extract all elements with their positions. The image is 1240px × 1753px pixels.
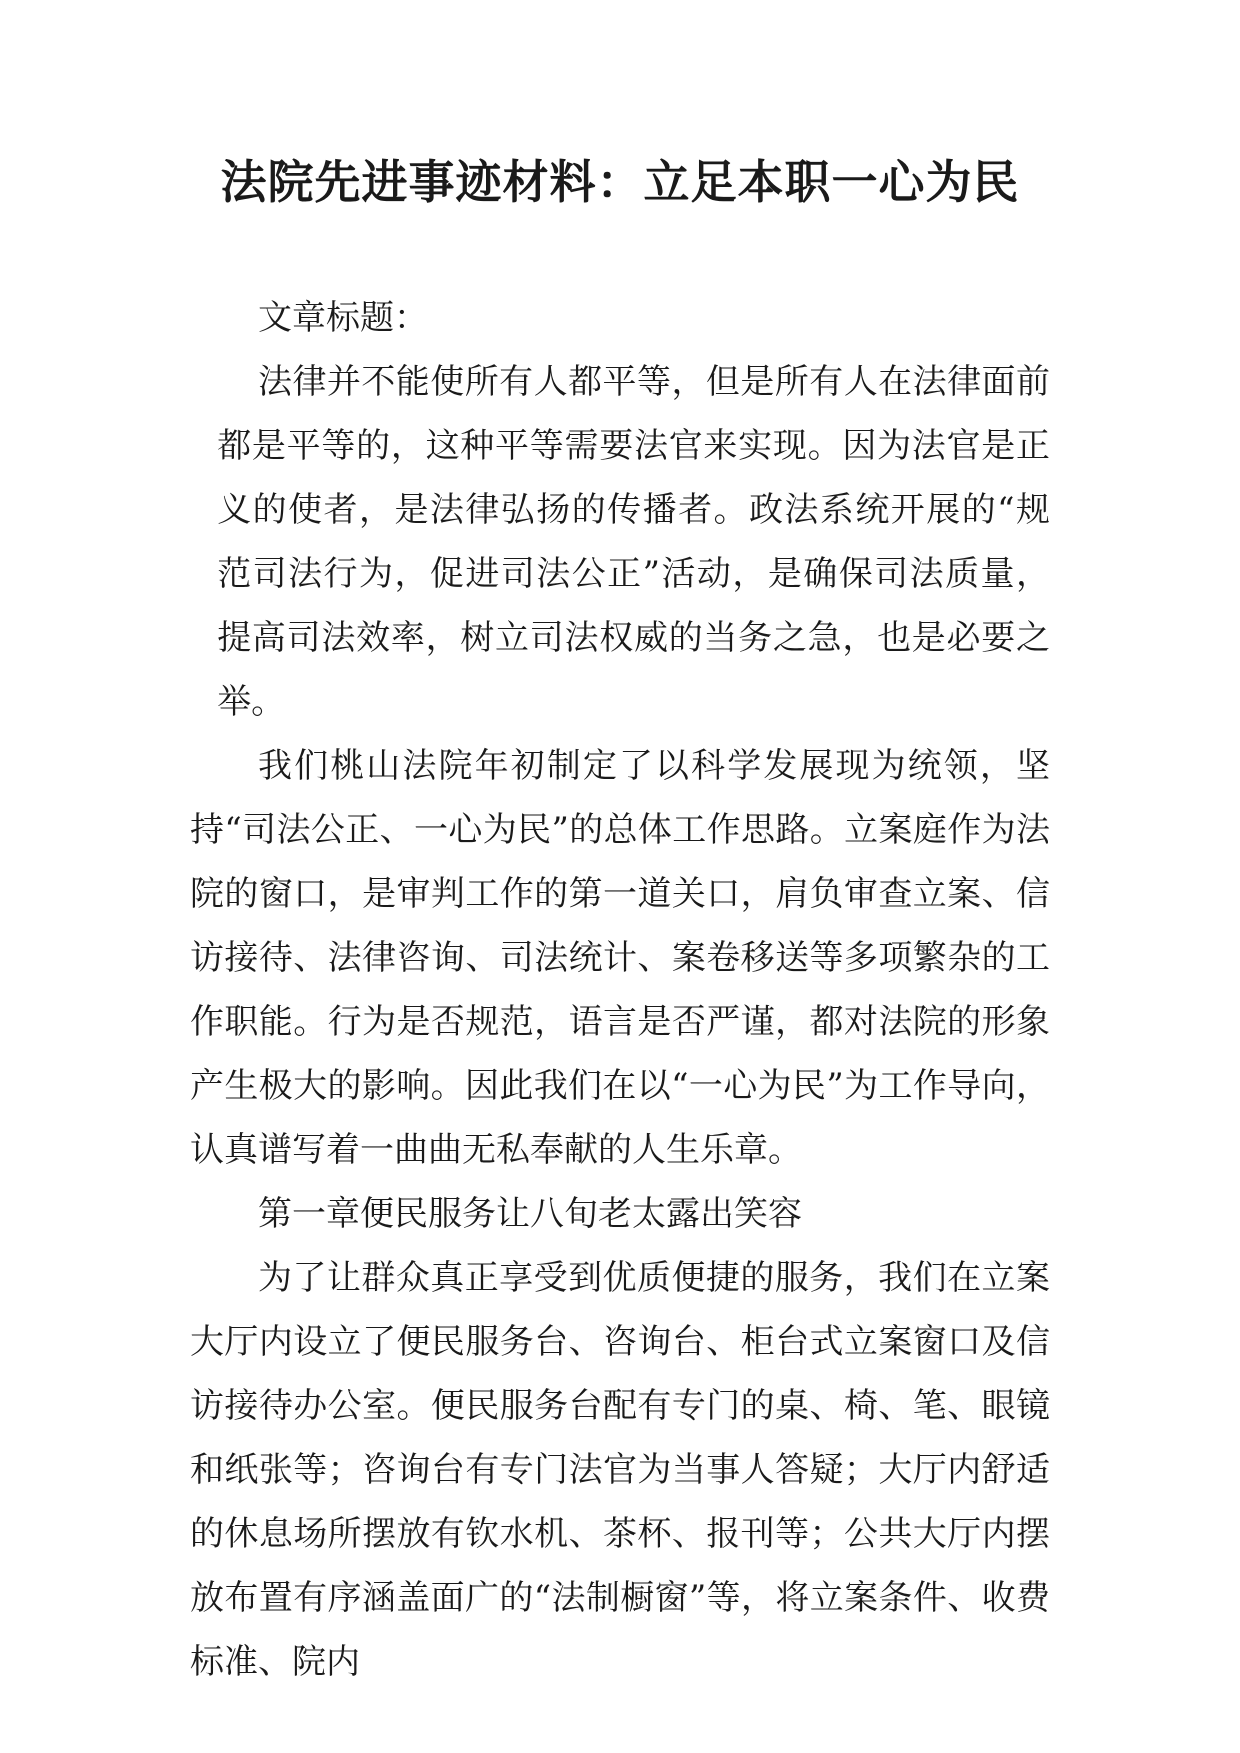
document-body <box>190 286 1050 1694</box>
paragraph: 我们桃山法院年初制定了以科学发展现为统领，坚持“司法公正、一心为民”的总体工作思路。立案庭作为法院的窗口，是审判工作的第一道关口，肩负审查立案、信访接待、法律咨询、司法统计、案卷移送等多项繁杂的工作职能。行为是否规范，语言是否严谨，都对法院的形象产生极大的影响。因此我们在以“一心为民”为工作导向，认真谱写着一曲曲无私奉献的人生乐章。 <box>190 746 1050 1170</box>
chapter-heading: 第一章便民服务让八旬老太露出笑容 <box>258 1194 802 1234</box>
paragraph: 为了让群众真正享受到优质便捷的服务，我们在立案大厅内设立了便民服务台、咨询台、柜台式立案窗口及信访接待办公室。便民服务台配有专门的桌、椅、笔、眼镜和纸张等；咨询台有专门法官为当事人答疑；大厅内舒适的休息场所摆放有钦水机、茶杯、报刊等；公共大厅内摆放布置有序涵盖面广的“法制橱窗”等，将立案条件、收费标准、院内 <box>190 1258 1050 1682</box>
document-title: 法院先进事迹材料：立足本职一心为民 <box>220 155 1020 209</box>
article-title-label: 文章标题： <box>258 298 428 338</box>
paragraph: 法律并不能使所有人都平等，但是所有人在法律面前都是平等的，这种平等需要法官来实现。因为法官是正义的使者，是法律弘扬的传播者。政法系统开展的“规范司法行为，促进司法公正”活动，是确保司法质量，提高司法效率，树立司法权威的当务之急，也是必要之举。 <box>217 362 1050 722</box>
